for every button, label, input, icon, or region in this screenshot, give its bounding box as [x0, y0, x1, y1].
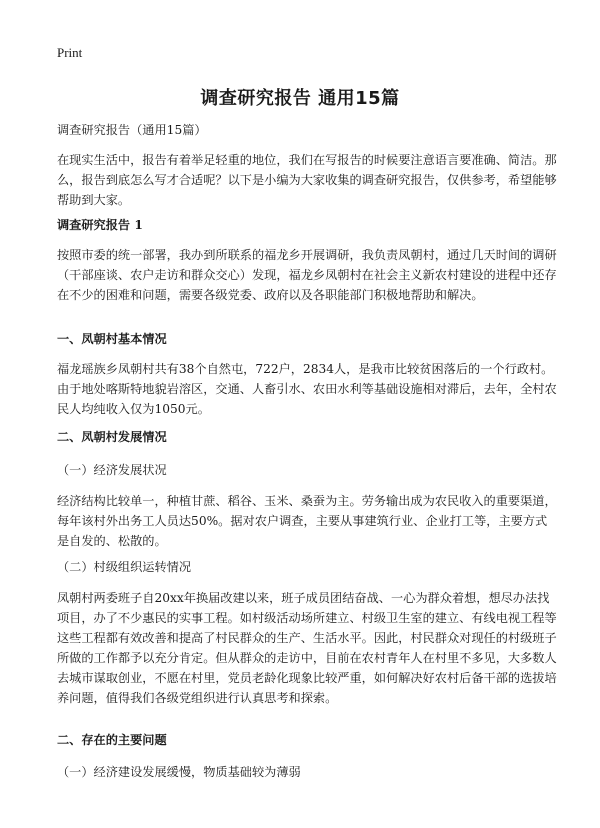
- section2-heading: 二、凤朝村发展情况: [57, 430, 167, 444]
- section2-subheading-organization: （二）村级组织运转情况: [57, 560, 192, 574]
- intro-paragraph: 在现实生活中，报告有着举足轻重的地位，我们在写报告的时候要注意语言要准确、简洁。那么，报告到底怎么写才合适呢？以下是小编为大家收集的调查研究报告，仅供参考，希望能够帮助到大家。: [57, 153, 557, 207]
- section1-heading: 一、凤朝村基本情况: [57, 332, 167, 346]
- report-paragraph: 按照市委的统一部署，我办到所联系的福龙乡开展调研，我负责凤朝村，通过几天时间的调研（干部座谈、农户走访和群众交心）发现，福龙乡凤朝村在社会主义新农村建设的进程中还存在不少的困难和问题，需要各级党委、政府以及各职能部门积极地帮助和解决。: [57, 248, 557, 302]
- section2-organization-paragraph: 凤朝村两委班子自20xx年换届改建以来，班子成员团结奋战、一心为群众着想，想尽办法找项目，办了不少惠民的实事工程。如村级活动场所建立、村级卫生室的建立、有线电视工程等这些工程都有效改善和提高了村民群众的生产、生活水平。因此，村民群众对现任的村级班子所做的工作都予以充分肯定。但从群众的走访中，目前在农村青年人在村里不多见，大多数人去城市谋取创业，不愿在村里，党员老龄化现象比较严重，如何解决好农村后备干部的选拔培养问题，值得我们各级党组织进行认真思考和探索。: [57, 591, 557, 705]
- document-subtitle: 调查研究报告（通用15篇）: [57, 123, 207, 137]
- section2-economy-paragraph: 经济结构比较单一，种植甘蔗、稻谷、玉米、桑蚕为主。劳务输出成为农民收入的重要渠道，每年该村外出务工人员达50%。据对农户调查，主要从事建筑行业、企业打工等，主要方式是自发的、松散的。: [57, 494, 557, 548]
- print-label: Print: [57, 45, 83, 60]
- report-heading: 调查研究报告 1: [57, 218, 143, 232]
- section3-subheading-economy: （一）经济建设发展缓慢，物质基础较为薄弱: [57, 765, 301, 779]
- section2-subheading-economy: （一）经济发展状况: [57, 463, 167, 477]
- section1-paragraph: 福龙瑶族乡凤朝村共有38个自然屯，722户，2834人，是我市比较贫困落后的一个行政村。由于地处喀斯特地貌岩溶区，交通、人畜引水、农田水利等基础设施相对滞后，去年，全村农民人均纯收入仅为1050元。: [57, 362, 557, 416]
- document-title: 调查研究报告 通用15篇: [200, 88, 400, 109]
- section3-heading: 二、存在的主要问题: [57, 733, 167, 747]
